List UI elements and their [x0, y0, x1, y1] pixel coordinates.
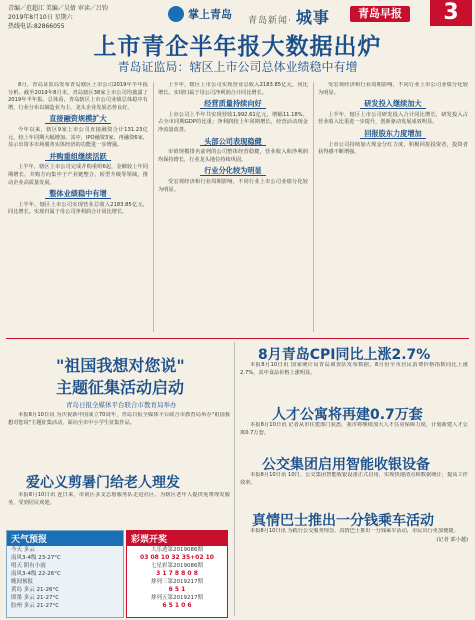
lottery-title: 彩票开奖 — [127, 531, 227, 546]
brand-logo-icon — [168, 6, 184, 22]
weather-box: 天气预报 今天 多云 南风3-4级 23-27°C 明天 阴有小雨 南风3-4级 22-26°C 晚间预报 黄岛 多云 21-26°C 即墨 多云 21-27°C 胶州 多云 21-27°C — [6, 530, 124, 618]
section-heading: 整体业绩稳中有增 — [45, 190, 111, 199]
column-divider — [153, 82, 154, 332]
article-column-1: 8月，青岛证监局发布青岛辖区上市公司2019年半年报分析。截至2019年8月末，青岛辖区38家上市公司均披露了2019年半年报。总体看，青岛辖区上市公司业绩总体稳中有增，行业分布以制造业为主，龙头企业发展态势良好。 直接融资规模扩大 今年以来，辖区9家上市公司直接融资合计131.23亿元，较上年同期大幅增加。其中，IPO融资3家，再融资6家，显示出资本市场服务实体经济的功能进一步增强。 并购重组继续活跃 上半年，辖区上市公司完成并购重组6起，金额较上年同期增长。并购方向集中于产业链整合、转型升级等领域，推动企业高质量发展。 整体业绩稳中有增 上半年，辖区上市公司实现营业总收入2183.85亿元，同比增长。实现归属于母公司净利润合计同比增长。 — [8, 82, 148, 216]
news-headline: 8月青岛CPI同比上涨2.7% — [258, 347, 431, 363]
page-number: 3 — [430, 0, 472, 26]
brand-name: 掌上青岛 — [188, 8, 232, 21]
news-headline: 公交集团启用智能收银设备 — [262, 457, 430, 473]
news-body: 本报8月10日讯 记者从市住建部门获悉，我市将继续加大人才住房保障力度，计划新建人才公寓0.7万套。 — [240, 422, 468, 436]
news-body: 本报8月10日讯 连日来，市南区多支志愿服务队走进社区，为辖区老年人提供免费理发服务，受到居民欢迎。 — [8, 492, 230, 506]
section-heading: 头部公司表现稳健 — [200, 138, 266, 147]
column-divider — [313, 82, 314, 332]
news-body: 本报8月10日讯 为践行公交服务理念，真情巴士推出一分钱乘车活动，市民出行更加便捷。 (记者 郭小越) — [250, 528, 468, 543]
news-body: 本报8月10日讯 国家统计局青岛调查队发布数据，8月份全市居民消费价格指数同比上涨2.7%，其中食品价格上涨明显。 — [240, 362, 468, 376]
lottery-box: 彩票开奖 大乐透第2019086期 03 08 10 32 35+02 10 七星彩第2019086期 3 1 7 8 8 0 8 排列三第2019217期 6 5 1 排列五第2019217期 6 5 1 0 6 — [126, 530, 228, 618]
section-heading: 经营质量持续向好 — [200, 100, 266, 109]
section-heading: 研发投入继续加大 — [360, 100, 426, 109]
feature-body: 本报8月10日讯 为庆祝新中国成立70周年，青岛日报全媒体平台联合市教育局举办"祖国我想对您说"主题征集活动，面向全市中小学生征集作品。 — [8, 412, 230, 426]
paper-name: 青岛早报 — [350, 6, 410, 22]
news-body: 本报8月10日讯 10日，公交集团智能收银设备正式启用，实现快速清点和数据统计，提高工作效率。 — [240, 472, 468, 486]
feature-subhead: 青岛日报全媒体平台联合市教育局举办 — [66, 401, 177, 409]
news-headline: 人才公寓将再建0.7万套 — [272, 407, 423, 423]
article-column-3: 受宏观经济和行业周期影响，不同行业上市公司业绩分化较为明显。 研发投入继续加大 上半年，辖区上市公司研发投入合计同比增长，研发投入占营业收入比重进一步提升，创新驱动发展成效明显。 回报股东力度增加 上市公司持续加大现金分红力度，积极回报投资者，投资者获得感不断增强。 — [318, 82, 468, 156]
feature-headline: "祖国我想对您说" 主题征集活动启动 — [56, 356, 185, 397]
section-heading: 并购重组继续活跃 — [45, 153, 111, 162]
weather-title: 天气预报 — [7, 531, 123, 546]
article-column-2: 上半年，辖区上市公司实现营业总收入2183.85亿元，同比增长。实现归属于母公司净利润合计同比增长。 经营质量持续向好 上市公司上半年共实现营收1,992.61亿元，增幅11.18%，占全市同期GDP的比重；净利润较上年同期增长，经营活动现金净流量改善。 头部公司表现稳健 市值规模排名前列的公司整体经营稳健，营业收入和净利润均保持增长，行业龙头地位持续巩固。 行业分化较为明显 受宏观经济和行业周期影响，不同行业上市公司业绩分化较为明显。 — [158, 82, 308, 193]
main-headline: 上市青企半年报大数据出炉 — [93, 34, 382, 60]
column-divider — [234, 342, 235, 616]
section-heading: 行业分化较为明显 — [200, 167, 266, 176]
section-heading: 回报股东力度增加 — [360, 130, 426, 139]
news-headline: 真情巴士推出一分钱乘车活动 — [252, 513, 434, 529]
main-subhead: 青岛证监局：辖区上市公司总体业绩稳中有增 — [117, 60, 358, 74]
section-title: 青岛新闻· 城事 — [248, 8, 330, 27]
header-meta: 青编／范超江 美编／吴倩 审读／吕钧 2019年8月10日 星期六 热线电话:82866055 — [8, 5, 108, 30]
section-heading: 直接融资规模扩大 — [45, 115, 111, 124]
horizontal-rule — [6, 338, 469, 339]
news-headline: 爱心义剪暑门给老人理发 — [26, 475, 180, 491]
